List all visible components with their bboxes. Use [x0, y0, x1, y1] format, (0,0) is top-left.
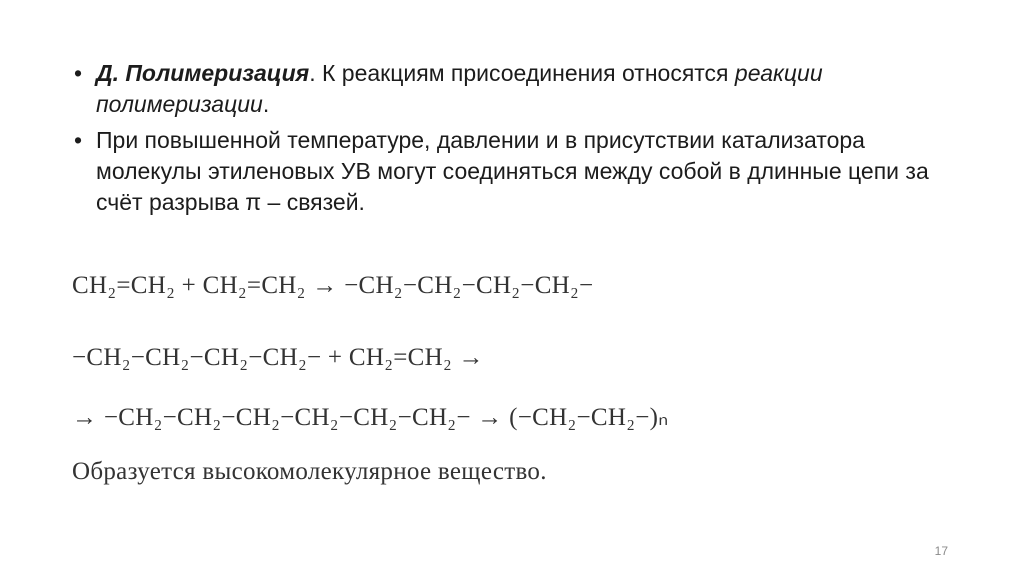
bullet-marker: •: [74, 127, 83, 153]
bullet-polymerization-definition: [72, 58, 972, 120]
bullet-polymerization-conditions: [72, 125, 972, 218]
bullet-text: При повышенной температуре, давлении и в присутствии катализатора молекулы этиленовых УВ могут соединяться между собой в длинные цепи за счёт разрыва π – связей.: [96, 127, 929, 215]
conclusion-text: Образуется высокомолекулярное вещество.: [72, 458, 547, 485]
section-heading: Д. Полимеризация: [96, 60, 310, 86]
bullet-marker: •: [74, 60, 83, 86]
equation-line-2: −CH₂−CH₂−CH₂−CH₂− + CH₂=CH₂ →: [72, 344, 484, 371]
bullet-list: [72, 58, 972, 223]
equation-line-3: → −CH₂−CH₂−CH₂−CH₂−CH₂−CH₂− → (−CH₂−CH₂−)ₙ: [72, 404, 669, 431]
equation-line-1: CH₂=CH₂ + CH₂=CH₂ → −CH₂−CH₂−CH₂−CH₂−: [72, 272, 594, 299]
bullet-text: . К реакциям присоединения относятся: [309, 60, 735, 86]
bullet-text-end: .: [262, 91, 270, 117]
term-emphasis: реакции полимеризации: [96, 60, 823, 117]
page-number: 17: [934, 544, 948, 558]
